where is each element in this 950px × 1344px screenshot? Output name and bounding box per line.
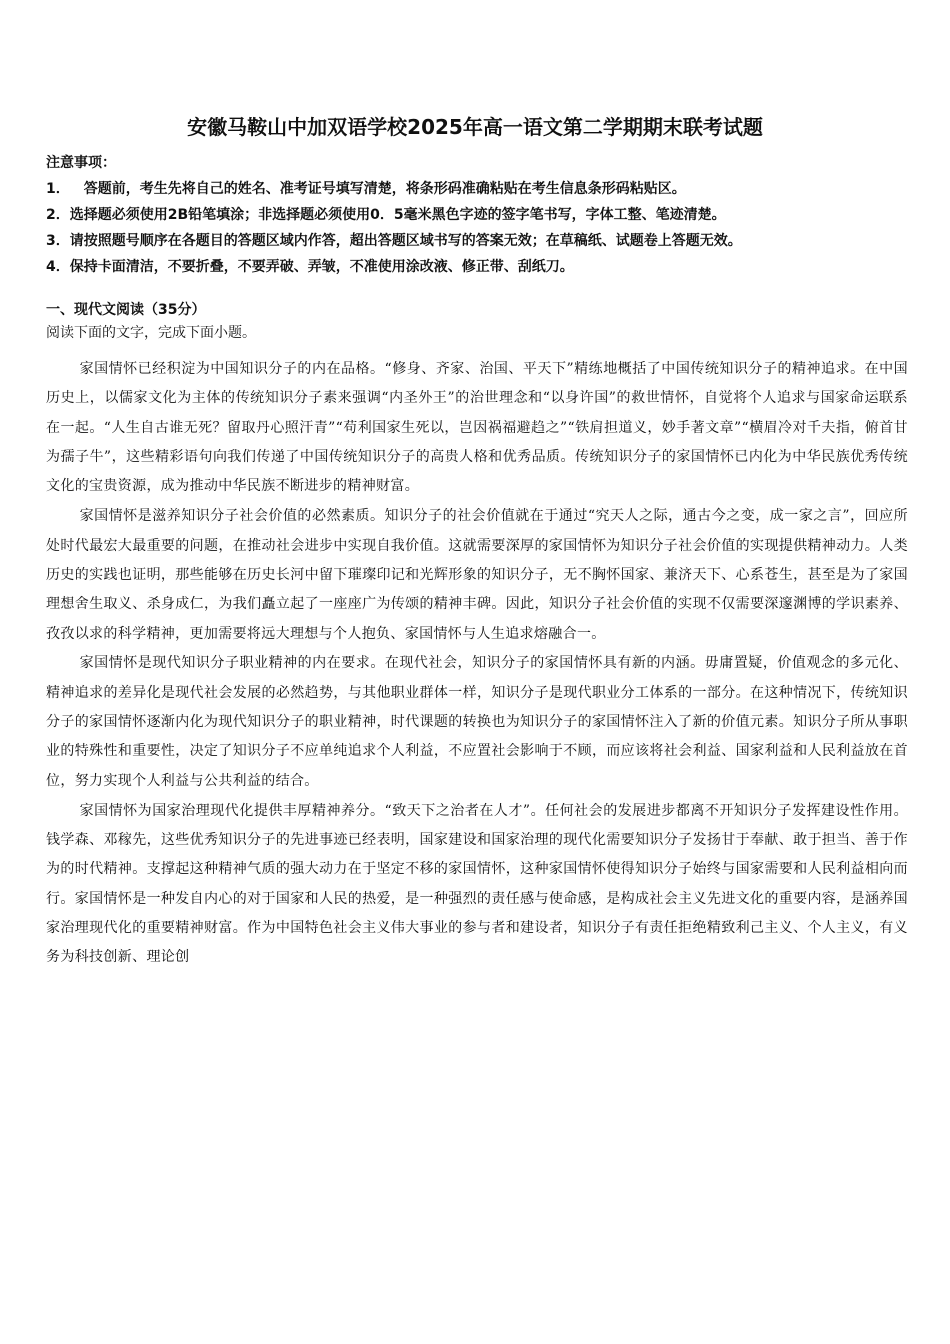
notice-item-text: 请按照题号顺序在各题目的答题区域内作答，超出答题区域书写的答案无效；在草稿纸、试题卷上答题无效。 [69, 233, 742, 249]
notice-item-text: 选择题必须使用2B铅笔填涂；非选择题必须使用0．5毫米黑色字迹的签字笔书写，字体工整、笔迹清楚。 [69, 207, 726, 223]
notice-item [46, 254, 916, 280]
notice-item [46, 228, 916, 254]
notice-item-text: 保持卡面清洁，不要折叠，不要弄破、弄皱，不准使用涂改液、修正带、刮纸刀。 [69, 259, 574, 275]
passage-paragraph: 家国情怀已经积淀为中国知识分子的内在品格。“修身、齐家、治国、平天下”精练地概括了中国传统知识分子的精神追求。在中国历史上，以儒家文化为主体的传统知识分子素来强调“内圣外王”的治世理念和“以身许国”的救世情怀，自觉将个人追求与国家命运联系在一起。“人生自古谁无死？留取丹心照汗青”“苟利国家生死以，岂因祸福避趋之”“铁肩担道义，妙手著文章”“横眉冷对千夫指，俯首甘为孺子牛”，这些精彩语句向我们传递了中国传统知识分子的高贵人格和优秀品质。传统知识分子的家国情怀已内化为中华民族优秀传统文化的宝贵资源，成为推动中华民族不断进步的精神财富。 [46, 361, 908, 495]
notice-item-text: 答题前，考生先将自己的姓名、准考证号填写清楚，将条形码准确粘贴在考生信息条形码粘贴区。 [83, 181, 686, 197]
notice-item [46, 176, 916, 202]
notice-item-number: 2． [46, 207, 70, 223]
notice-item-number: 1． [46, 181, 70, 197]
reading-section [46, 299, 916, 344]
notice-block [46, 150, 916, 280]
notice-item [46, 202, 916, 228]
section-instruction: 阅读下面的文字，完成下面小题。 [46, 325, 256, 341]
document-title: 安徽马鞍山中加双语学校2025年高一语文第二学期期末联考试题 [187, 115, 763, 139]
reading-passage [46, 355, 908, 973]
section-heading: 一、现代文阅读（35分） [46, 302, 206, 318]
notice-heading: 注意事项： [46, 155, 116, 171]
passage-paragraph: 家国情怀为国家治理现代化提供丰厚精神养分。“致天下之治者在人才”。任何社会的发展进步都离不开知识分子发挥建设性作用。钱学森、邓稼先，这些优秀知识分子的先进事迹已经表明，国家建设和国家治理的现代化需要知识分子发扬甘于奉献、敢于担当、善于作为的时代精神。支撑起这种精神气质的强大动力在于坚定不移的家国情怀，这种家国情怀使得知识分子始终与国家需要和人民利益相向而行。家国情怀是一种发自内心的对于国家和人民的热爱，是一种强烈的责任感与使命感，是构成社会主义先进文化的重要内容，是涵养国家治理现代化的重要精神财富。作为中国特色社会主义伟大事业的参与者和建设者，知识分子有责任拒绝精致利己主义、个人主义，有义务为科技创新、理论创 [46, 802, 908, 966]
passage-paragraph: 家国情怀是现代知识分子职业精神的内在要求。在现代社会，知识分子的家国情怀具有新的内涵。毋庸置疑，价值观念的多元化、精神追求的差异化是现代社会发展的必然趋势，与其他职业群体一样，知识分子是现代职业分工体系的一部分。在这种情况下，传统知识分子的家国情怀逐渐内化为现代知识分子的职业精神，时代课题的转换也为知识分子的家国情怀注入了新的价值元素。知识分子所从事职业的特殊性和重要性，决定了知识分子不应单纯追求个人利益，不应置社会影响于不顾，而应该将社会利益、国家利益和人民利益放在首位，努力实现个人利益与公共利益的结合。 [46, 655, 908, 789]
notice-item-number: 4． [46, 259, 70, 275]
passage-paragraph: 家国情怀是滋养知识分子社会价值的必然素质。知识分子的社会价值就在于通过“究天人之际，通古今之变，成一家之言”，回应所处时代最宏大最重要的问题，在推动社会进步中实现自我价值。这就需要深厚的家国情怀为知识分子社会价值的实现提供精神动力。人类历史的实践也证明，那些能够在历史长河中留下璀璨印记和光辉形象的知识分子，无不胸怀国家、兼济天下、心系苍生，甚至是为了家国理想舍生取义、杀身成仁，为我们矗立起了一座座广为传颂的精神丰碑。因此，知识分子社会价值的实现不仅需要深邃渊博的学识素养、孜孜以求的科学精神，更加需要将远大理想与个人抱负、家国情怀与人生追求熔融合一。 [46, 508, 908, 642]
notice-item-number: 3． [46, 233, 70, 249]
